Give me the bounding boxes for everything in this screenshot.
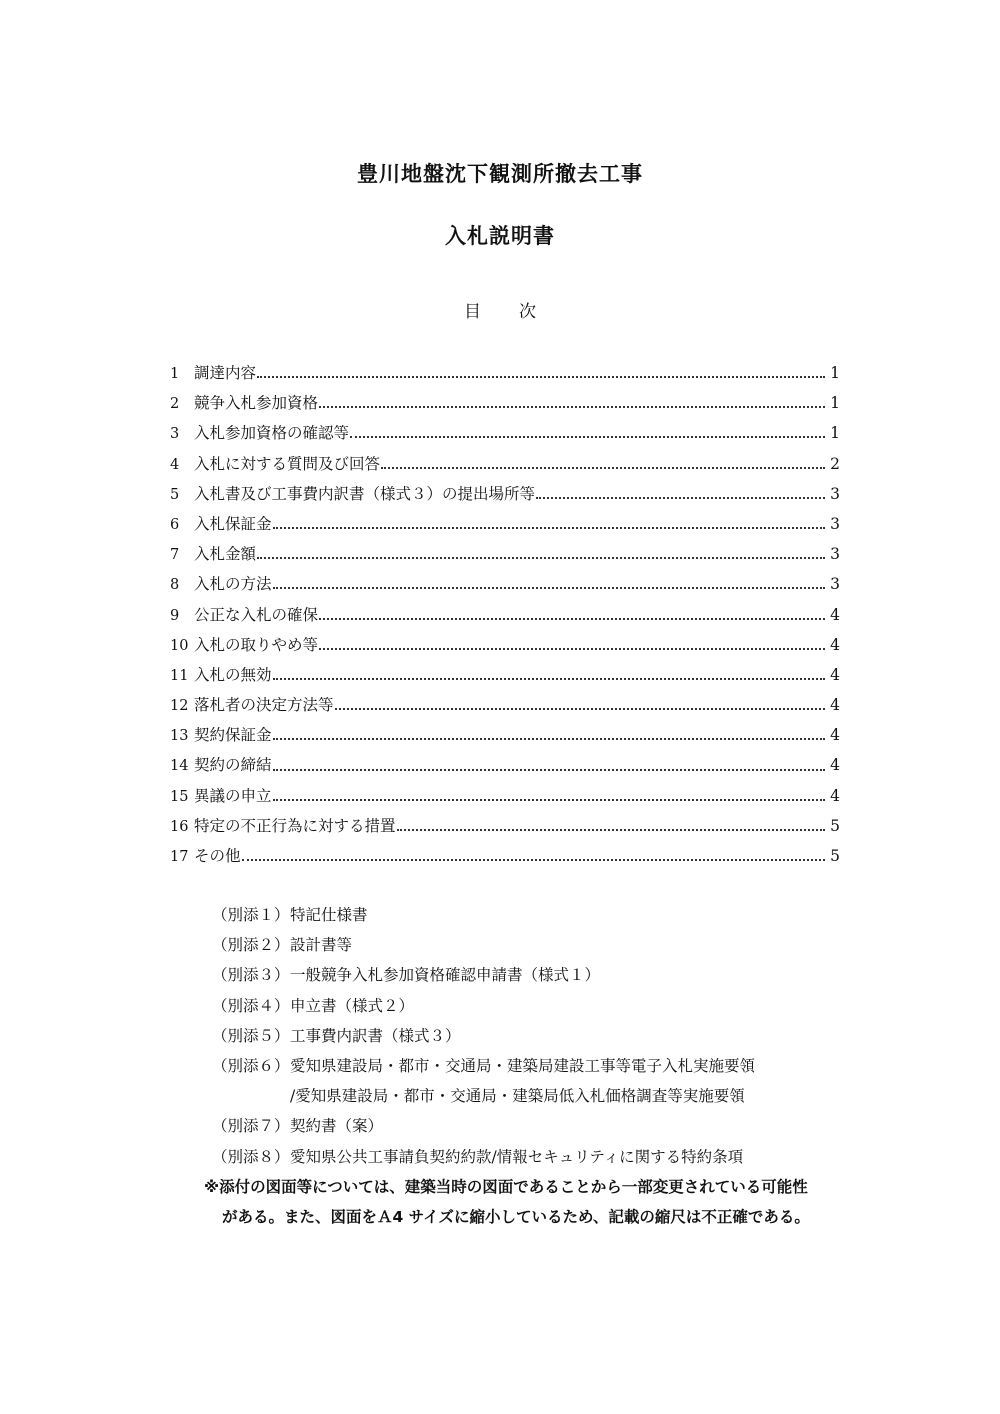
attachment-tag: （別添３）	[212, 966, 290, 985]
attachment-item	[212, 1051, 852, 1111]
toc-leader-dots	[397, 829, 825, 831]
toc-leader-dots	[273, 799, 825, 801]
toc-item	[170, 479, 840, 509]
toc-leader-dots	[319, 406, 825, 408]
attachment-tag: （別添８）	[212, 1147, 290, 1166]
toc-leader-dots	[273, 587, 825, 589]
toc-item-number: 12	[170, 698, 189, 715]
attachment-tag: （別添２）	[212, 936, 290, 955]
toc-item-label: 契約保証金	[194, 726, 272, 745]
toc-item-number: 5	[170, 486, 180, 503]
document-title: 豊川地盤沈下観測所撤去工事	[357, 162, 643, 186]
toc-item	[170, 660, 840, 690]
toc-item-number: 2	[170, 396, 180, 413]
toc-item-number: 11	[170, 667, 189, 684]
toc-item-label: 特定の不正行為に対する措置	[194, 816, 396, 835]
toc-item-label: 入札に対する質問及び回答	[194, 454, 381, 473]
attachment-body	[290, 1051, 852, 1111]
toc-leader-dots	[319, 648, 825, 650]
toc-item-number: 9	[170, 607, 180, 624]
attachment-body	[290, 900, 852, 930]
attachment-title: /愛知県建設局・都市・交通局・建築局低入札価格調査等実施要領	[290, 1087, 745, 1106]
toc-item-page: 3	[830, 484, 840, 503]
toc-item	[170, 418, 840, 448]
toc-item-page: 2	[830, 454, 840, 473]
toc-item	[170, 600, 840, 630]
toc-item	[170, 569, 840, 599]
toc-item-page: 4	[830, 786, 840, 805]
toc-heading: 目次	[464, 302, 574, 322]
note-line-1: ※添付の図面等については、建築当時の図面であることから一部変更されている可能性	[204, 1178, 808, 1196]
toc-item-label: 入札参加資格の確認等	[194, 424, 350, 443]
attachment-item	[212, 1111, 852, 1141]
toc-item-page: 3	[830, 514, 840, 533]
toc-item	[170, 781, 840, 811]
toc-item-page: 4	[830, 665, 840, 684]
table-of-contents	[170, 358, 840, 871]
attachment-tag: （別添４）	[212, 996, 290, 1015]
toc-item-page: 4	[830, 605, 840, 624]
toc-item	[170, 388, 840, 418]
attachment-body	[290, 1111, 852, 1141]
toc-leader-dots	[273, 738, 825, 740]
toc-item-label: 契約の締結	[194, 756, 272, 775]
toc-leader-dots	[536, 497, 825, 499]
attachment-item	[212, 1021, 852, 1051]
toc-item-number: 16	[170, 818, 189, 835]
attachment-item	[212, 930, 852, 960]
toc-item-page: 4	[830, 726, 840, 745]
toc-item-number: 14	[170, 758, 189, 775]
toc-item-label: 入札金額	[194, 545, 257, 564]
toc-item-label: 入札の取りやめ等	[194, 635, 319, 654]
attachment-body	[290, 1021, 852, 1051]
toc-item-number: 15	[170, 788, 189, 805]
toc-item-page: 4	[830, 756, 840, 775]
attachment-title: 申立書（様式２）	[290, 996, 415, 1015]
toc-leader-dots	[273, 678, 825, 680]
toc-item	[170, 449, 840, 479]
toc-item-page: 3	[830, 545, 840, 564]
toc-item-number: 13	[170, 728, 189, 745]
toc-item	[170, 750, 840, 780]
toc-item-page: 5	[830, 816, 840, 835]
toc-leader-dots	[350, 436, 825, 438]
toc-leader-dots	[381, 467, 825, 469]
toc-item	[170, 539, 840, 569]
toc-leader-dots	[257, 557, 825, 559]
toc-item-label: 公正な入札の確保	[194, 605, 319, 624]
toc-item	[170, 630, 840, 660]
toc-item-label: その他	[194, 847, 241, 865]
toc-item-label: 調達内容	[194, 364, 257, 382]
attachment-title: 一般競争入札参加資格確認申請書（様式１）	[290, 966, 601, 985]
document-subtitle: 入札説明書	[445, 224, 555, 248]
toc-item-number: 10	[170, 637, 189, 654]
toc-item-label: 入札の無効	[194, 665, 272, 684]
attachment-body	[290, 991, 852, 1021]
toc-item-page: 1	[830, 364, 840, 382]
toc-item-number: 4	[170, 456, 180, 473]
toc-item-label: 入札の方法	[194, 575, 272, 594]
toc-item-page: 4	[830, 635, 840, 654]
toc-leader-dots	[273, 769, 825, 771]
toc-item-page: 3	[830, 575, 840, 594]
toc-leader-dots	[319, 618, 825, 620]
attachment-item	[212, 900, 852, 930]
note-line-2: がある。また、図面をＡ4 サイズに縮小しているため、記載の縮尺は不正確である。	[222, 1208, 810, 1226]
toc-item-number: 7	[170, 547, 180, 564]
toc-item-label: 入札保証金	[194, 514, 272, 533]
attachment-body	[290, 960, 852, 990]
toc-item-number: 1	[170, 366, 180, 382]
attachment-title: 愛知県建設局・都市・交通局・建築局建設工事等電子入札実施要領	[290, 1057, 756, 1076]
attachment-item	[212, 960, 852, 990]
attachment-body	[290, 1142, 852, 1172]
toc-item-label: 競争入札参加資格	[194, 394, 319, 413]
toc-item	[170, 358, 840, 388]
toc-item	[170, 841, 840, 871]
toc-item	[170, 509, 840, 539]
toc-item-label: 落札者の決定方法等	[194, 696, 334, 715]
toc-leader-dots	[273, 527, 825, 529]
toc-item-page: 1	[830, 394, 840, 413]
toc-item-label: 異議の申立	[194, 786, 272, 805]
toc-leader-dots	[335, 708, 825, 710]
toc-item-page: 1	[830, 424, 840, 443]
attachment-title: 特記仕様書	[290, 906, 368, 924]
attachment-tag: （別添５）	[212, 1026, 290, 1045]
toc-item-number: 17	[170, 849, 189, 865]
toc-leader-dots	[257, 376, 825, 378]
toc-leader-dots	[242, 859, 825, 861]
toc-item	[170, 690, 840, 720]
attachment-title: 契約書（案）	[290, 1117, 384, 1136]
toc-item-number: 3	[170, 426, 180, 443]
attachment-tag: （別添１）	[212, 906, 290, 924]
attachment-title: 愛知県公共工事請負契約約款/情報セキュリティに関する特約条項	[290, 1147, 744, 1166]
attachment-tag: （別添６）	[212, 1057, 290, 1076]
toc-item-page: 5	[830, 847, 840, 865]
note-block	[204, 1172, 884, 1232]
attachment-item	[212, 991, 852, 1021]
toc-item-label: 入札書及び工事費内訳書（様式３）の提出場所等	[194, 484, 536, 503]
attachment-title: 設計書等	[290, 936, 353, 955]
attachment-tag: （別添７）	[212, 1117, 290, 1136]
toc-item-number: 6	[170, 516, 180, 533]
toc-item-number: 8	[170, 577, 180, 594]
attachment-item	[212, 1142, 852, 1172]
toc-item	[170, 720, 840, 750]
attachment-title: 工事費内訳書（様式３）	[290, 1026, 461, 1045]
attachment-list	[212, 900, 852, 1172]
toc-item-page: 4	[830, 696, 840, 715]
attachment-body	[290, 930, 852, 960]
toc-item	[170, 811, 840, 841]
